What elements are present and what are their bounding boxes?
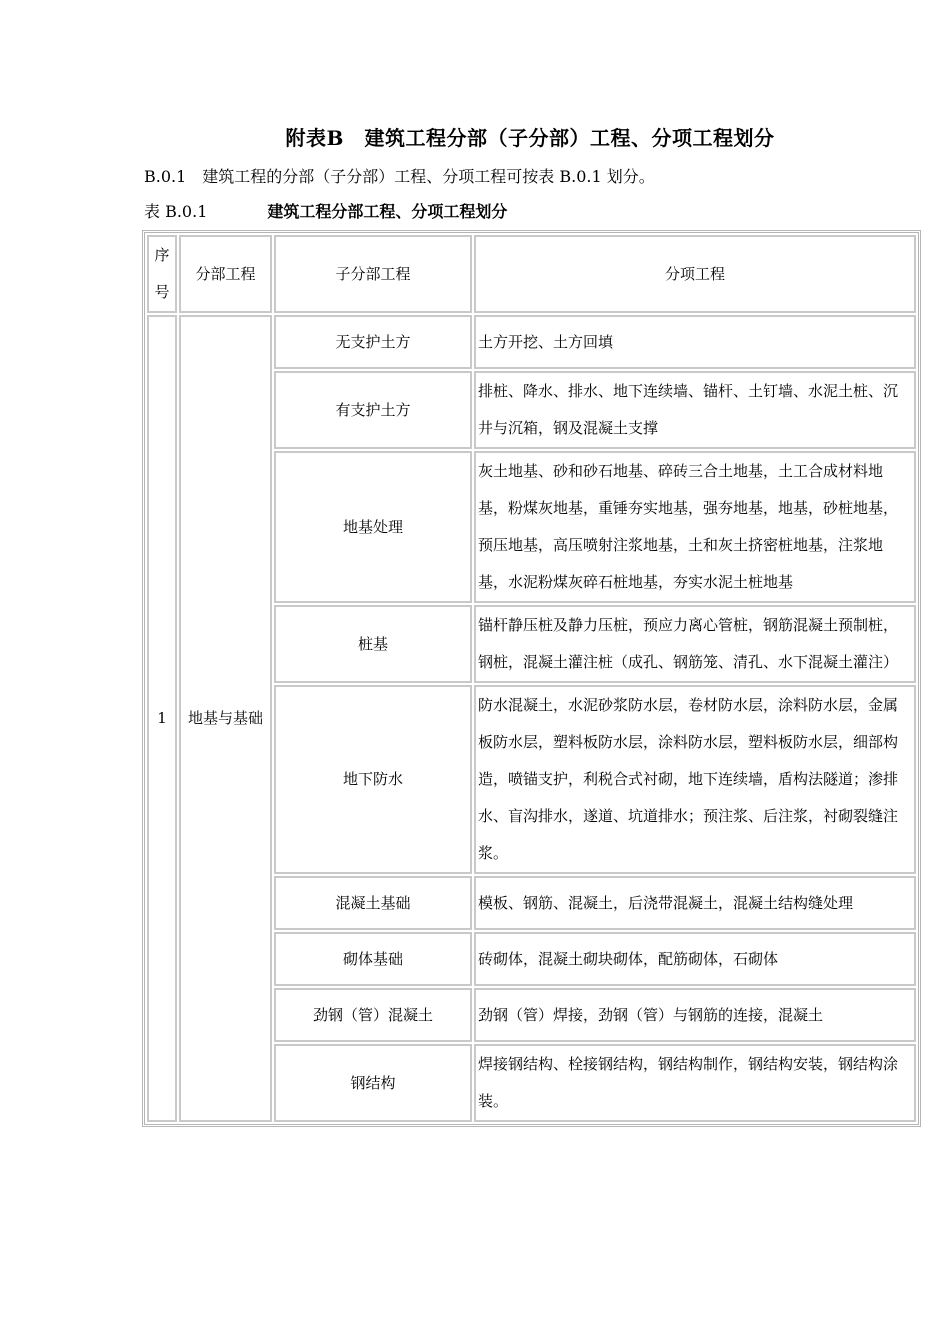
table-row — [147, 315, 916, 369]
sub-cell: 地下防水 — [274, 685, 472, 874]
sub-cell: 无支护土方 — [274, 315, 472, 369]
sub-cell: 桩基 — [274, 605, 472, 683]
group-num: 1 — [147, 315, 177, 1122]
header-num: 序号 — [147, 235, 177, 313]
header-subdivision: 子分部工程 — [274, 235, 472, 313]
intro-paragraph: B.0.1 建筑工程的分部（子分部）工程、分项工程可按表 B.0.1 划分。 — [144, 167, 655, 186]
sub-cell: 砌体基础 — [274, 932, 472, 986]
items-cell: 劲钢（管）焊接，劲钢（管）与钢筋的连接，混凝土 — [474, 988, 916, 1042]
table-header-row — [147, 235, 916, 313]
sub-cell: 混凝土基础 — [274, 876, 472, 930]
table-caption — [144, 199, 507, 222]
sub-cell: 地基处理 — [274, 451, 472, 603]
items-cell: 土方开挖、土方回填 — [474, 315, 916, 369]
header-items: 分项工程 — [474, 235, 916, 313]
items-cell: 砖砌体，混凝土砌块砌体，配筋砌体，石砌体 — [474, 932, 916, 986]
sub-cell: 钢结构 — [274, 1044, 472, 1122]
division-table — [142, 230, 921, 1127]
sub-cell: 有支护土方 — [274, 371, 472, 449]
header-division: 分部工程 — [179, 235, 272, 313]
items-cell: 防水混凝土，水泥砂浆防水层，卷材防水层，涂料防水层，金属板防水层，塑料板防水层，涂料防水层，塑料板防水层，细部构造，喷锚支护，利税合式衬砌，地下连续墙，盾构法隧道；渗排水、盲沟排水，遂道、坑道排水；预注浆、后注浆，衬砌裂缝注浆。 — [474, 685, 916, 874]
items-cell: 锚杆静压桩及静力压桩，预应力离心管桩，钢筋混凝土预制桩，钢桩，混凝土灌注桩（成孔、钢筋笼、清孔、水下混凝土灌注） — [474, 605, 916, 683]
caption-title: 建筑工程分部工程、分项工程划分 — [267, 202, 508, 221]
items-cell: 焊接钢结构、栓接钢结构，钢结构制作，钢结构安装，钢结构涂装。 — [474, 1044, 916, 1122]
page-title: 附表B 建筑工程分部（子分部）工程、分项工程划分 — [285, 126, 775, 150]
group-division: 地基与基础 — [179, 315, 272, 1122]
caption-label: 表 B.0.1 — [144, 202, 208, 221]
items-cell: 灰土地基、砂和砂石地基、碎砖三合土地基，土工合成材料地基，粉煤灰地基，重锤夯实地基，强夯地基，地基，砂桩地基，预压地基，高压喷射注浆地基，土和灰土挤密桩地基，注浆地基，水泥粉煤灰碎石桩地基，夯实水泥土桩地基 — [474, 451, 916, 603]
items-cell: 模板、钢筋、混凝土，后浇带混凝土，混凝土结构缝处理 — [474, 876, 916, 930]
items-cell: 排桩、降水、排水、地下连续墙、锚杆、土钉墙、水泥土桩、沉井与沉箱，钢及混凝土支撑 — [474, 371, 916, 449]
sub-cell: 劲钢（管）混凝土 — [274, 988, 472, 1042]
